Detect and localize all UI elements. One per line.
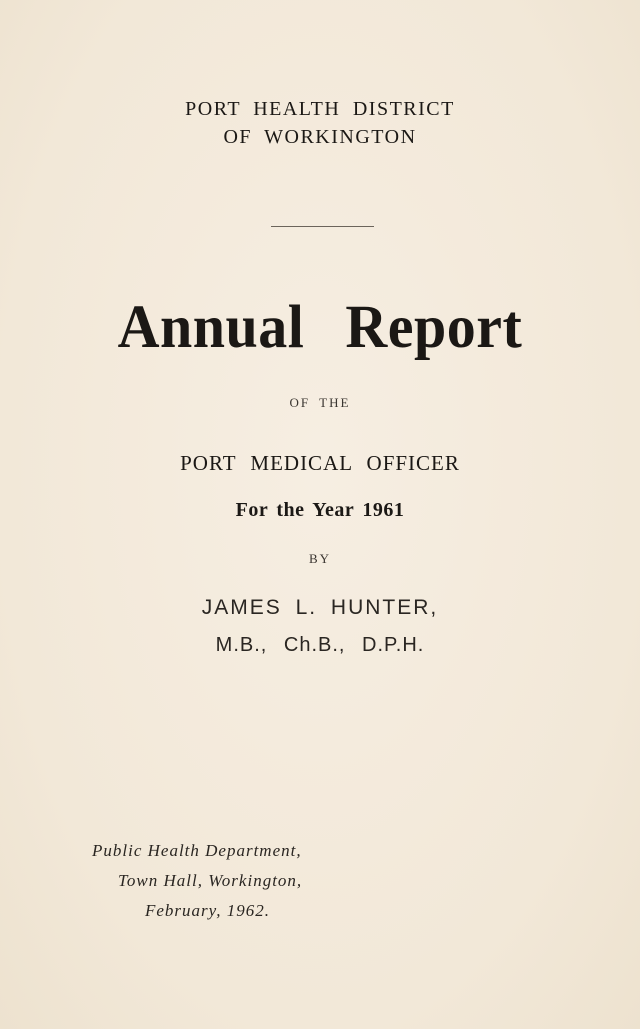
author-name: JAMES L. HUNTER, — [201, 596, 439, 619]
divider-rule — [271, 226, 374, 227]
author-qualifications: M.B., Ch.B., D.P.H. — [215, 634, 425, 656]
address-line-2: Town Hall, Workington, — [118, 871, 303, 890]
report-title: Annual Report — [117, 292, 523, 361]
officer-title: PORT MEDICAL OFFICER — [180, 451, 460, 475]
address-date: February, 1962. — [145, 901, 271, 920]
report-year: For the Year 1961 — [235, 499, 405, 521]
address-line-1: Public Health Department, — [92, 841, 302, 860]
of-the-label: OF THE — [289, 395, 351, 410]
by-label: BY — [308, 551, 332, 566]
district-line-1: PORT HEALTH DISTRICT — [185, 98, 455, 120]
district-line-2: OF WORKINGTON — [223, 126, 417, 148]
